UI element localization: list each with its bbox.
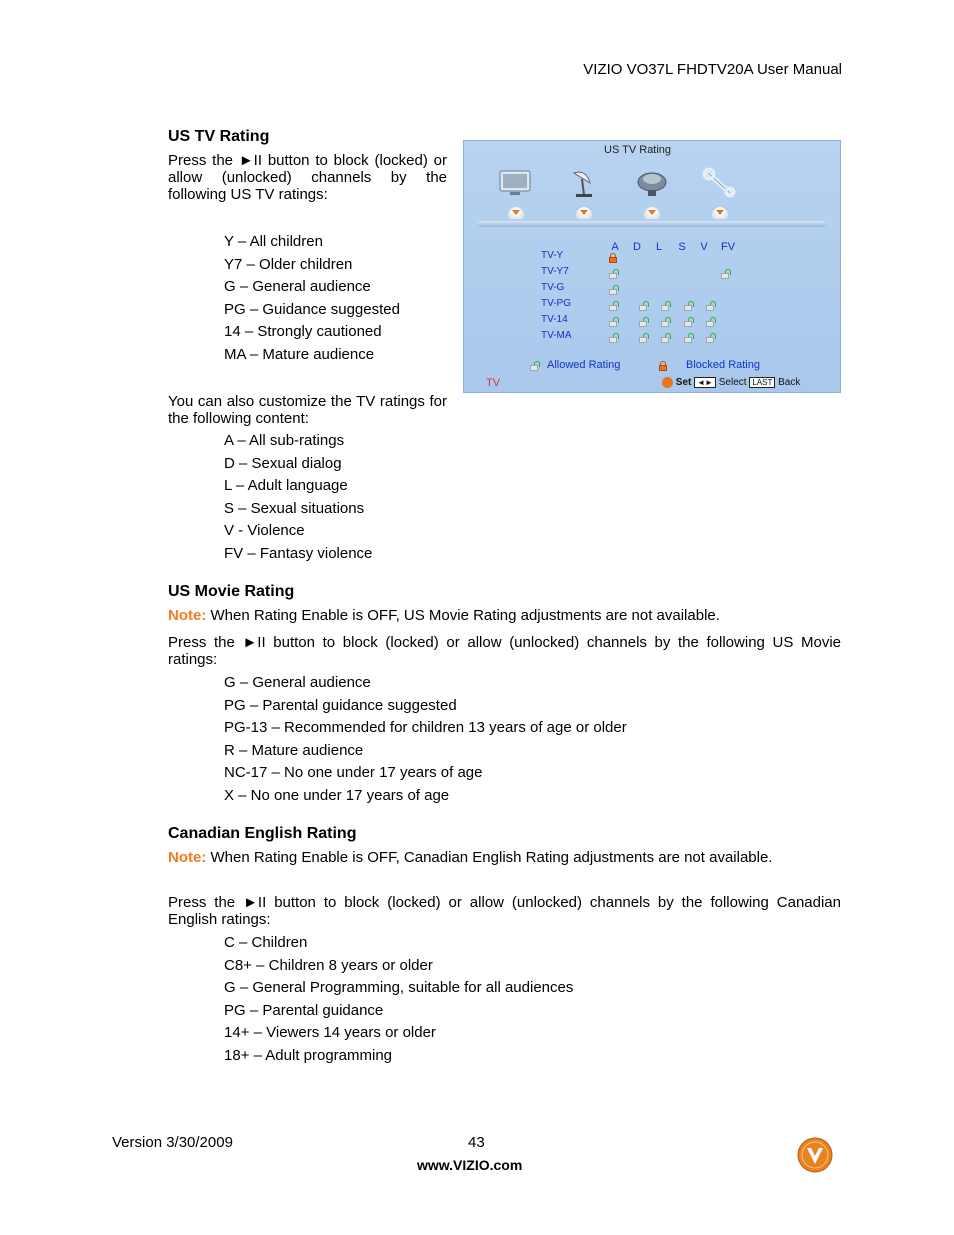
allowed-rating-label: Allowed Rating bbox=[547, 359, 621, 371]
unlocked-rating-icon[interactable] bbox=[639, 301, 649, 311]
unlocked-rating-icon[interactable] bbox=[609, 269, 619, 279]
list-item: Y7 – Older children bbox=[224, 255, 353, 273]
list-item: PG – Parental guidance bbox=[224, 1001, 384, 1019]
list-item: 14 – Strongly cautioned bbox=[224, 323, 382, 341]
canadian-intro: Press the ►II button to block (locked) or allow (unlocked) channels by the following Canadian English ratings: bbox=[168, 894, 841, 928]
list-item: R – Mature audience bbox=[224, 741, 364, 759]
row-label: TV-MA bbox=[541, 330, 572, 341]
unlocked-rating-icon[interactable] bbox=[684, 301, 694, 311]
us-movie-rating-heading: US Movie Rating bbox=[168, 583, 295, 600]
row-label: TV-G bbox=[541, 282, 565, 293]
canadian-english-rating-heading: Canadian English Rating bbox=[168, 825, 357, 842]
set-label: Set bbox=[675, 377, 692, 389]
unlocked-rating-icon[interactable] bbox=[609, 301, 619, 311]
canadian-note bbox=[168, 849, 841, 866]
menu-selector-icon bbox=[712, 207, 728, 219]
column-label: FV bbox=[720, 241, 736, 253]
unlocked-rating-icon[interactable] bbox=[609, 333, 619, 343]
us-movie-ratings-list bbox=[224, 672, 627, 808]
us-tv-ratings-list bbox=[224, 231, 400, 367]
osd-source-label: TV bbox=[486, 377, 501, 389]
back-label: Back bbox=[778, 377, 801, 389]
list-item: PG – Parental guidance suggested bbox=[224, 696, 457, 714]
column-label: D bbox=[633, 241, 641, 253]
unlocked-rating-icon[interactable] bbox=[721, 269, 731, 279]
unlocked-legend-icon bbox=[530, 361, 540, 371]
us-movie-intro: Press the ►II button to block (locked) or allow (unlocked) channels by the following US Movie ratings: bbox=[168, 634, 841, 668]
list-item: FV – Fantasy violence bbox=[224, 544, 373, 562]
unlocked-rating-icon[interactable] bbox=[684, 317, 694, 327]
left-right-key-icon: ◄► bbox=[694, 377, 716, 388]
note-text: When Rating Enable is OFF, Canadian English Rating adjustments are not available. bbox=[206, 849, 773, 866]
locked-rating-icon[interactable] bbox=[609, 253, 619, 263]
us-tv-content-list bbox=[224, 430, 372, 566]
page-header: VIZIO VO37L FHDTV20A User Manual bbox=[583, 61, 842, 78]
list-item: C8+ – Children 8 years or older bbox=[224, 956, 433, 974]
row-label: TV-Y bbox=[541, 250, 564, 261]
column-label: V bbox=[700, 241, 708, 253]
unlocked-rating-icon[interactable] bbox=[661, 333, 671, 343]
osd-menu-bar bbox=[478, 221, 826, 227]
note-text: When Rating Enable is OFF, US Movie Rating adjustments are not available. bbox=[206, 607, 720, 624]
vizio-logo-icon bbox=[797, 1137, 833, 1173]
row-label: TV-PG bbox=[541, 298, 572, 309]
column-label: S bbox=[678, 241, 686, 253]
osd-help-bar bbox=[662, 377, 800, 388]
footer-version: Version 3/30/2009 bbox=[112, 1134, 233, 1151]
cable-icon bbox=[632, 165, 672, 199]
row-label: TV-14 bbox=[541, 314, 568, 325]
menu-selector-icon bbox=[508, 207, 524, 219]
canadian-ratings-list bbox=[224, 932, 573, 1068]
footer-page-number: 43 bbox=[468, 1134, 485, 1151]
list-item: S – Sexual situations bbox=[224, 499, 365, 517]
osd-title: US TV Rating bbox=[604, 144, 672, 156]
us-tv-rating-osd-screenshot bbox=[463, 140, 841, 393]
menu-selector-icon bbox=[644, 207, 660, 219]
row-label: TV-Y7 bbox=[541, 266, 569, 277]
column-label: L bbox=[655, 241, 663, 253]
list-item: G – General Programming, suitable for all audiences bbox=[224, 979, 574, 997]
column-label: A bbox=[611, 241, 619, 253]
us-movie-note bbox=[168, 607, 841, 624]
list-item: G – General audience bbox=[224, 674, 371, 691]
satellite-dish-icon bbox=[564, 165, 604, 199]
unlocked-rating-icon[interactable] bbox=[609, 285, 619, 295]
list-item: 18+ – Adult programming bbox=[224, 1046, 393, 1064]
unlocked-rating-icon[interactable] bbox=[706, 301, 716, 311]
list-item: C – Children bbox=[224, 934, 308, 951]
list-item: MA – Mature audience bbox=[224, 345, 375, 363]
unlocked-rating-icon[interactable] bbox=[661, 317, 671, 327]
list-item: D – Sexual dialog bbox=[224, 454, 342, 472]
list-item: Y – All children bbox=[224, 233, 323, 250]
select-label: Select bbox=[718, 377, 747, 389]
footer-url: www.VIZIO.com bbox=[417, 1157, 523, 1173]
list-item: NC-17 – No one under 17 years of age bbox=[224, 764, 483, 782]
note-label: Note: bbox=[168, 607, 207, 624]
tv-icon bbox=[496, 165, 536, 199]
locked-legend-icon bbox=[659, 361, 669, 371]
unlocked-rating-icon[interactable] bbox=[609, 317, 619, 327]
list-item: G – General audience bbox=[224, 278, 371, 296]
unlocked-rating-icon[interactable] bbox=[639, 333, 649, 343]
vizio-v-icon bbox=[662, 377, 673, 388]
list-item: A – All sub-ratings bbox=[224, 432, 345, 449]
us-tv-intro: Press the ►II button to block (locked) or allow (unlocked) channels by the following US TV ratings: bbox=[168, 152, 447, 203]
us-tv-rating-heading: US TV Rating bbox=[168, 128, 270, 145]
unlocked-rating-icon[interactable] bbox=[706, 317, 716, 327]
unlocked-rating-icon[interactable] bbox=[706, 333, 716, 343]
menu-selector-icon bbox=[576, 207, 592, 219]
list-item: PG – Guidance suggested bbox=[224, 300, 400, 318]
list-item: PG-13 – Recommended for children 13 years of age or older bbox=[224, 719, 627, 737]
unlocked-rating-icon[interactable] bbox=[684, 333, 694, 343]
setup-icon bbox=[700, 165, 740, 199]
note-label: Note: bbox=[168, 849, 207, 866]
list-item: L – Adult language bbox=[224, 477, 348, 495]
list-item: 14+ – Viewers 14 years or older bbox=[224, 1024, 436, 1042]
unlocked-rating-icon[interactable] bbox=[661, 301, 671, 311]
us-tv-customize: You can also customize the TV ratings for the following content: bbox=[168, 393, 447, 427]
list-item: X – No one under 17 years of age bbox=[224, 786, 450, 804]
blocked-rating-label: Blocked Rating bbox=[686, 359, 760, 371]
list-item: V - Violence bbox=[224, 522, 305, 540]
unlocked-rating-icon[interactable] bbox=[639, 317, 649, 327]
last-key: LAST bbox=[749, 377, 775, 388]
